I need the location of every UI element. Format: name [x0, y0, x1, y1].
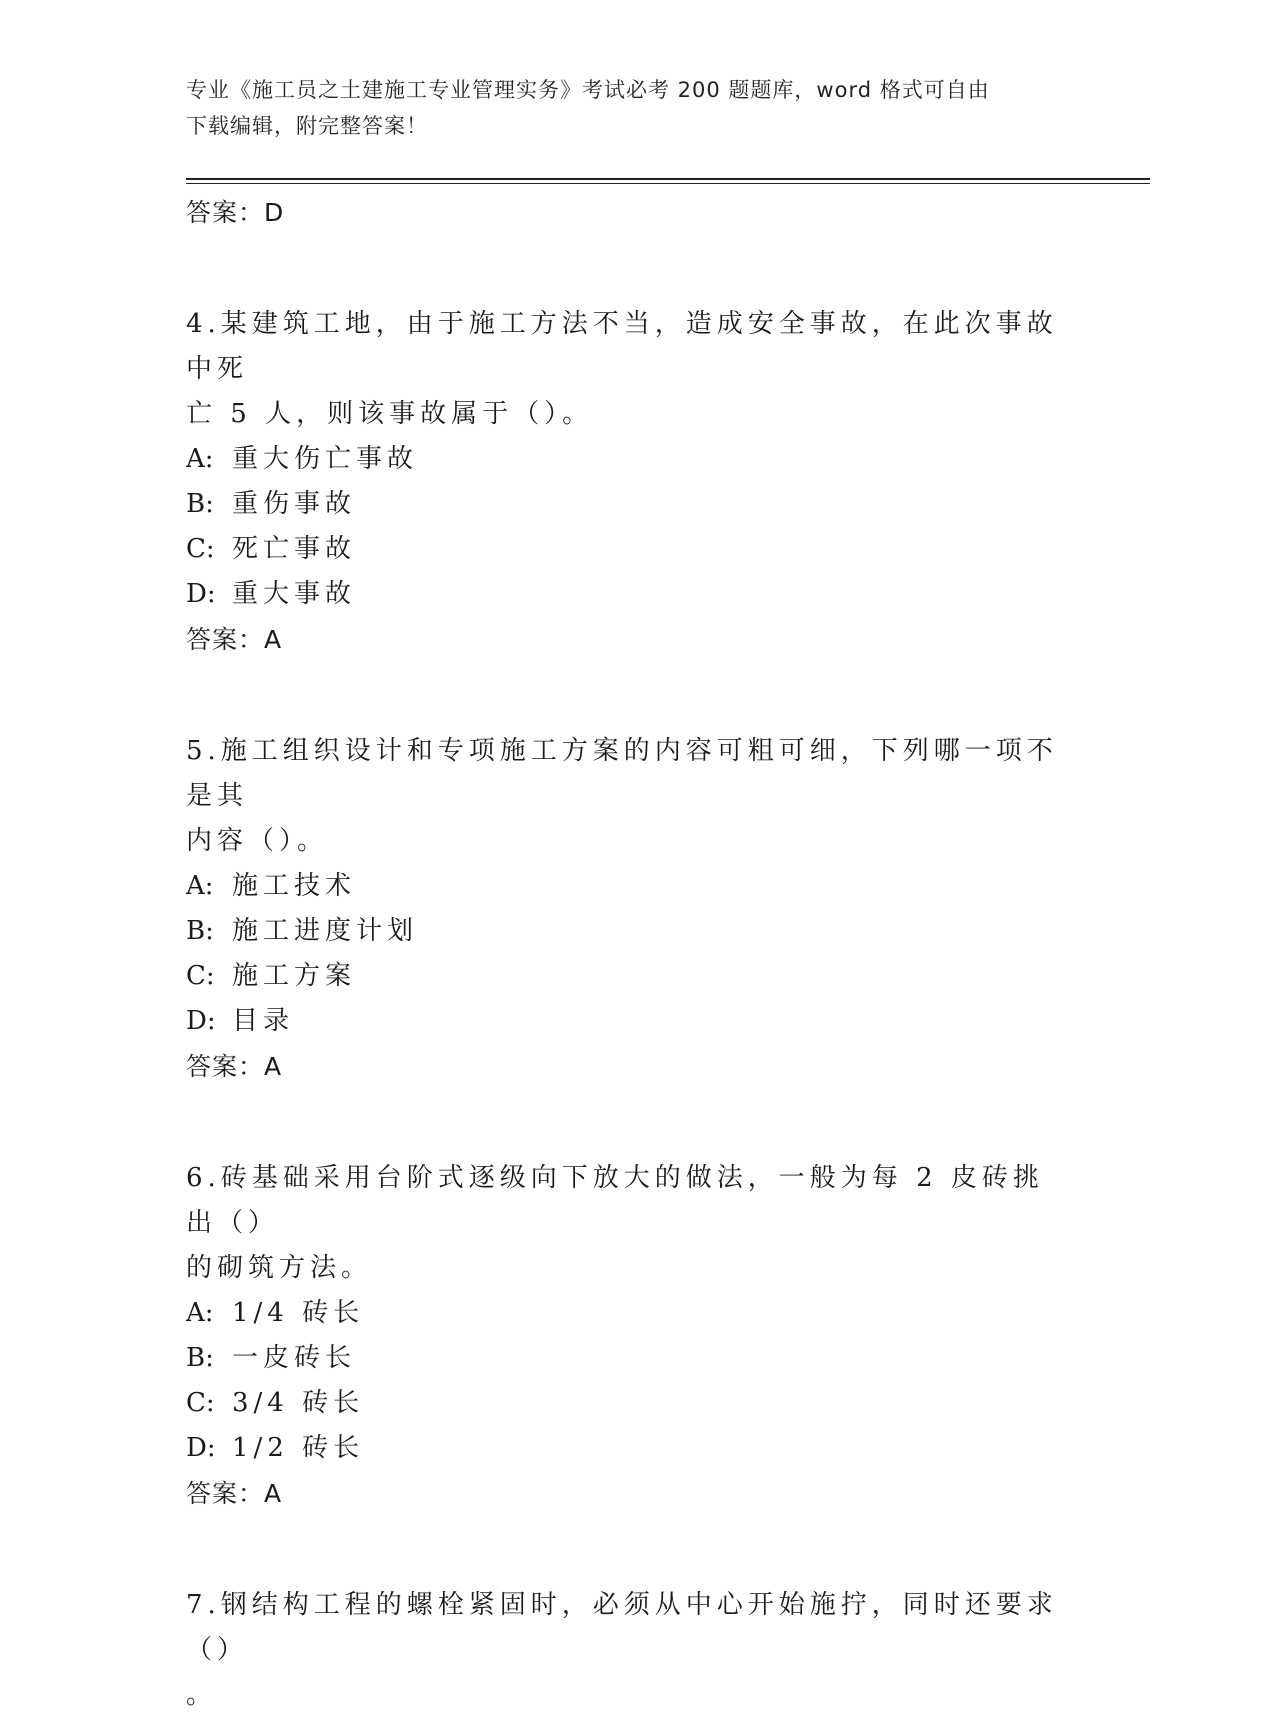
option-b — [186, 909, 1066, 954]
option-text: 重伤事故 — [232, 489, 357, 519]
question-stem-line-1: 7.钢结构工程的螺栓紧固时，必须从中心开始施拧，同时还要求（） — [186, 1590, 1058, 1665]
option-c — [186, 1381, 1066, 1426]
question-stem-line-2: 亡 5 人，则该事故属于（）。 — [186, 399, 594, 429]
question-stem — [186, 1583, 1066, 1718]
question-stem-line-2: 。 — [186, 1680, 218, 1710]
header-rule-thick — [186, 178, 1150, 180]
option-label: C: — [186, 534, 215, 564]
question-stem-line-1: 4.某建筑工地，由于施工方法不当，造成安全事故，在此次事故中死 — [186, 309, 1058, 384]
option-text: 目录 — [232, 1006, 295, 1036]
question-list — [186, 190, 1066, 1718]
option-a — [186, 437, 1066, 482]
option-label: C: — [186, 961, 215, 991]
option-label: D: — [186, 579, 216, 609]
question-stem-line-2: 内容（）。 — [186, 826, 329, 856]
option-label: B: — [186, 489, 214, 519]
question-5 — [186, 729, 1066, 1089]
option-label: A: — [186, 1298, 214, 1328]
option-a — [186, 864, 1066, 909]
option-c — [186, 954, 1066, 999]
document-header — [186, 72, 1066, 144]
answer-line: 答案：A — [186, 1052, 283, 1081]
option-c — [186, 527, 1066, 572]
option-a — [186, 1291, 1066, 1336]
option-text: 施工技术 — [232, 871, 357, 901]
question-stem-line-2: 的砌筑方法。 — [186, 1253, 373, 1283]
option-label: B: — [186, 916, 214, 946]
option-text: 3/4 砖长 — [232, 1388, 365, 1418]
option-label: C: — [186, 1388, 215, 1418]
question-stem — [186, 302, 1066, 437]
previous-answer: 答案：D — [186, 198, 285, 227]
header-line-2: 下载编辑，附完整答案！ — [186, 114, 428, 138]
option-text: 重大事故 — [232, 579, 357, 609]
question-stem — [186, 729, 1066, 864]
answer-line: 答案：A — [186, 1479, 283, 1508]
option-d — [186, 999, 1066, 1044]
option-d — [186, 572, 1066, 617]
option-text: 重大伤亡事故 — [232, 444, 419, 474]
option-text: 一皮砖长 — [232, 1343, 357, 1373]
option-text: 死亡事故 — [232, 534, 357, 564]
question-4 — [186, 302, 1066, 662]
option-text: 1/2 砖长 — [232, 1433, 365, 1463]
option-text: 施工方案 — [232, 961, 357, 991]
option-d — [186, 1426, 1066, 1471]
option-label: A: — [186, 444, 214, 474]
option-text: 施工进度计划 — [232, 916, 419, 946]
answer-line: 答案：A — [186, 625, 283, 654]
header-rule-thin — [186, 183, 1150, 184]
option-b — [186, 482, 1066, 527]
option-label: D: — [186, 1433, 216, 1463]
option-label: A: — [186, 871, 214, 901]
question-stem-line-1: 5.施工组织设计和专项施工方案的内容可粗可细，下列哪一项不是其 — [186, 736, 1058, 811]
option-label: D: — [186, 1006, 216, 1036]
option-b — [186, 1336, 1066, 1381]
question-stem — [186, 1156, 1066, 1291]
question-6 — [186, 1156, 1066, 1516]
question-stem-line-1: 6.砖基础采用台阶式逐级向下放大的做法，一般为每 2 皮砖挑出（） — [186, 1163, 1044, 1238]
option-text: 1/4 砖长 — [232, 1298, 365, 1328]
header-line-1: 专业《施工员之土建施工专业管理实务》考试必考 200 题题库，word 格式可自由 — [186, 78, 990, 102]
question-7 — [186, 1583, 1066, 1718]
option-label: B: — [186, 1343, 214, 1373]
